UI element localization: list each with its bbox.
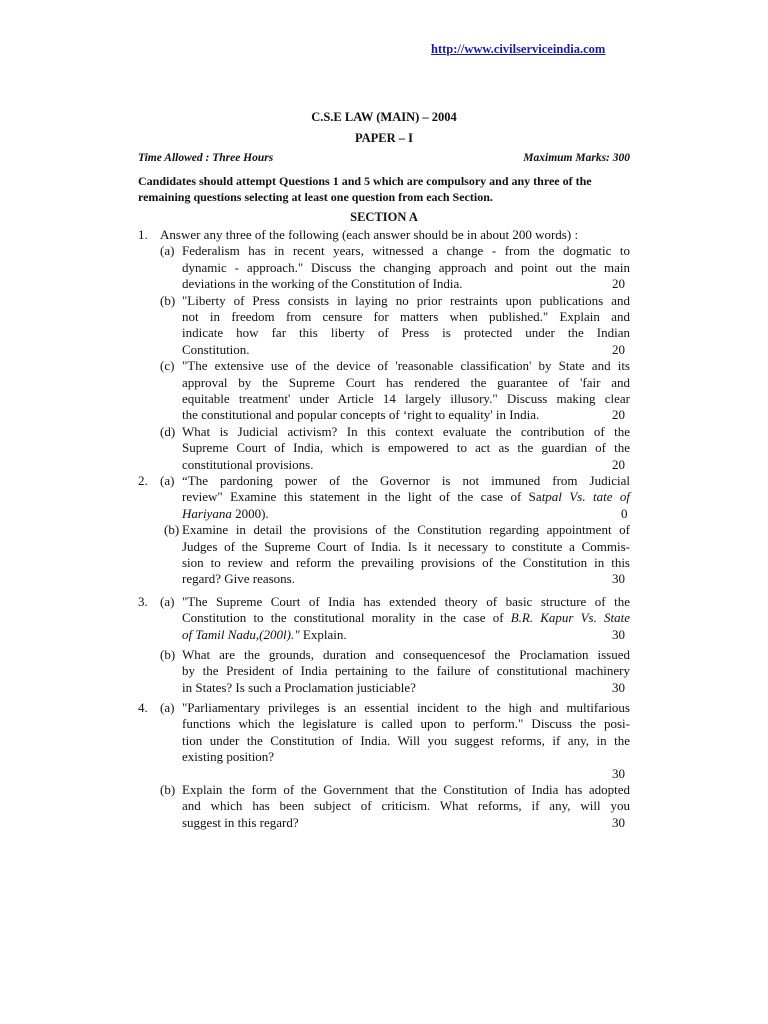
marks-label: 30 [612, 765, 625, 781]
question-text: equitable treatment' under Article 14 largely illusory." Discuss making clear [182, 391, 630, 406]
question-text: and which has been subject of criticism. What reforms, if any, will you [182, 798, 630, 814]
marks-label: 30 [612, 626, 625, 642]
marks-label: 20 [612, 456, 625, 472]
question-text [182, 506, 269, 522]
question-text: existing position? [182, 749, 275, 765]
instructions: Candidates should attempt Questions 1 and 5 which are compulsory and any three of the remaining questions selecting at least one question from each Section. [138, 174, 592, 204]
marks-label: 0 [621, 505, 628, 521]
case-name: tpal Vs. tate of [541, 489, 630, 505]
section-heading: SECTION A [350, 210, 418, 224]
sub-label: (b) [160, 292, 176, 308]
question-text: Judges of the Supreme Court of India. Is it necessary to constitute a Commis- [182, 538, 630, 554]
paper-title: PAPER – I [354, 131, 414, 145]
question-text [182, 489, 630, 505]
marks-label: 30 [612, 679, 625, 695]
sub-label: (b) [160, 782, 176, 797]
question-text: the constitutional and popular concepts of ‘right to equality' in India. [182, 407, 540, 423]
question-text: Answer any three of the following (each answer should be in about 200 words) : [160, 227, 579, 242]
sub-label: (c) [160, 358, 175, 374]
maximum-marks: Maximum Marks: 300 [523, 152, 630, 164]
case-name: B.R. Kapur Vs. State [510, 610, 631, 626]
marks-label: 30 [612, 571, 625, 587]
question-text [182, 627, 347, 643]
question-text: Examine in detail the provisions of the Constitution regarding appointment of [182, 522, 630, 538]
time-allowed: Time Allowed : Three Hours [138, 152, 274, 164]
question-text-part: 2000). [231, 505, 269, 521]
question-text: Constitution. [182, 341, 250, 357]
sub-label: (b) [164, 522, 180, 538]
question-text: What are the grounds, duration and consequencesof the Proclamation issued [182, 647, 630, 662]
question-number: 3. [138, 594, 148, 609]
question-text-part: Constitution to the constitutional morality in the case of [182, 610, 511, 626]
question-text [182, 610, 630, 626]
question-text: regard? Give reasons. [182, 571, 295, 587]
question-text: in States? Is such a Proclamation justiciable? [182, 679, 416, 695]
question-text: Explain the form of the Government that the Constitution of India has adopted [182, 782, 630, 797]
sub-label: (a) [160, 700, 175, 715]
question-text: indicate how far this liberty of Press is protected under the Indian [182, 325, 630, 341]
question-text: approval by the Supreme Court has rendered the guarantee of 'fair and [182, 374, 630, 390]
question-number: 1. [138, 227, 148, 242]
question-text: Federalism has in recent years, witnessed a change - from the dogmatic to [182, 243, 630, 259]
question-text: Supreme Court of India, which is empowered to act as the guardian of the [182, 440, 630, 456]
question-number: 2. [138, 473, 148, 488]
case-name: of Tamil Nadu,(200l)." [182, 626, 300, 642]
question-text: sion to review and reform the prevailing provisions of the Constitution in this [182, 555, 630, 570]
question-text: functions which the legislature is called upon to perform." Discuss the posi- [182, 716, 630, 732]
marks-label: 30 [612, 814, 625, 830]
question-number: 4. [138, 700, 148, 715]
question-text: tion under the Constitution of India. Will you suggest reforms, if any, in the [182, 732, 630, 748]
question-text: What is Judicial activism? In this context evaluate the contribution of the [182, 423, 630, 439]
exam-title: C.S.E LAW (MAIN) – 2004 [311, 110, 457, 124]
question-text: not in freedom from censure for matters when published." Explain and [182, 309, 630, 324]
question-text: “The pardoning power of the Governor is not immuned from Judicial [182, 473, 630, 488]
sub-label: (a) [160, 473, 175, 488]
question-text: by the President of India pertaining to the failure of constitutional machinery [182, 663, 630, 679]
marks-label: 20 [612, 341, 625, 357]
sub-label: (b) [160, 647, 176, 662]
question-text: "The Supreme Court of India has extended theory of basic structure of the [182, 594, 630, 609]
exam-meta-row [138, 152, 630, 164]
question-text: constitutional provisions. [182, 456, 314, 472]
question-text: "Parliamentary privileges is an essential incident to the high and multifarious [182, 700, 630, 715]
question-text: "The extensive use of the device of 'reasonable classification' by State and its [182, 358, 630, 374]
question-text: deviations in the working of the Constitution of India. [182, 276, 463, 292]
sub-label: (d) [160, 423, 176, 439]
source-url-link[interactable]: http://www.civilserviceindia.com [431, 42, 606, 56]
question-text: suggest in this regard? [182, 814, 299, 830]
sub-label: (a) [160, 243, 175, 259]
marks-label: 20 [612, 276, 625, 292]
sub-label: (a) [160, 594, 175, 609]
question-text-part: review" Examine this statement in the light of the case of Sa [182, 489, 542, 505]
marks-label: 20 [612, 407, 625, 423]
question-text-part: Explain. [299, 626, 347, 642]
question-text: "Liberty of Press consists in laying no prior restraints upon publications and [182, 292, 630, 308]
question-text: dynamic - approach." Discuss the changing approach and point out the main [182, 259, 630, 275]
case-name: Hariyana [182, 505, 232, 521]
